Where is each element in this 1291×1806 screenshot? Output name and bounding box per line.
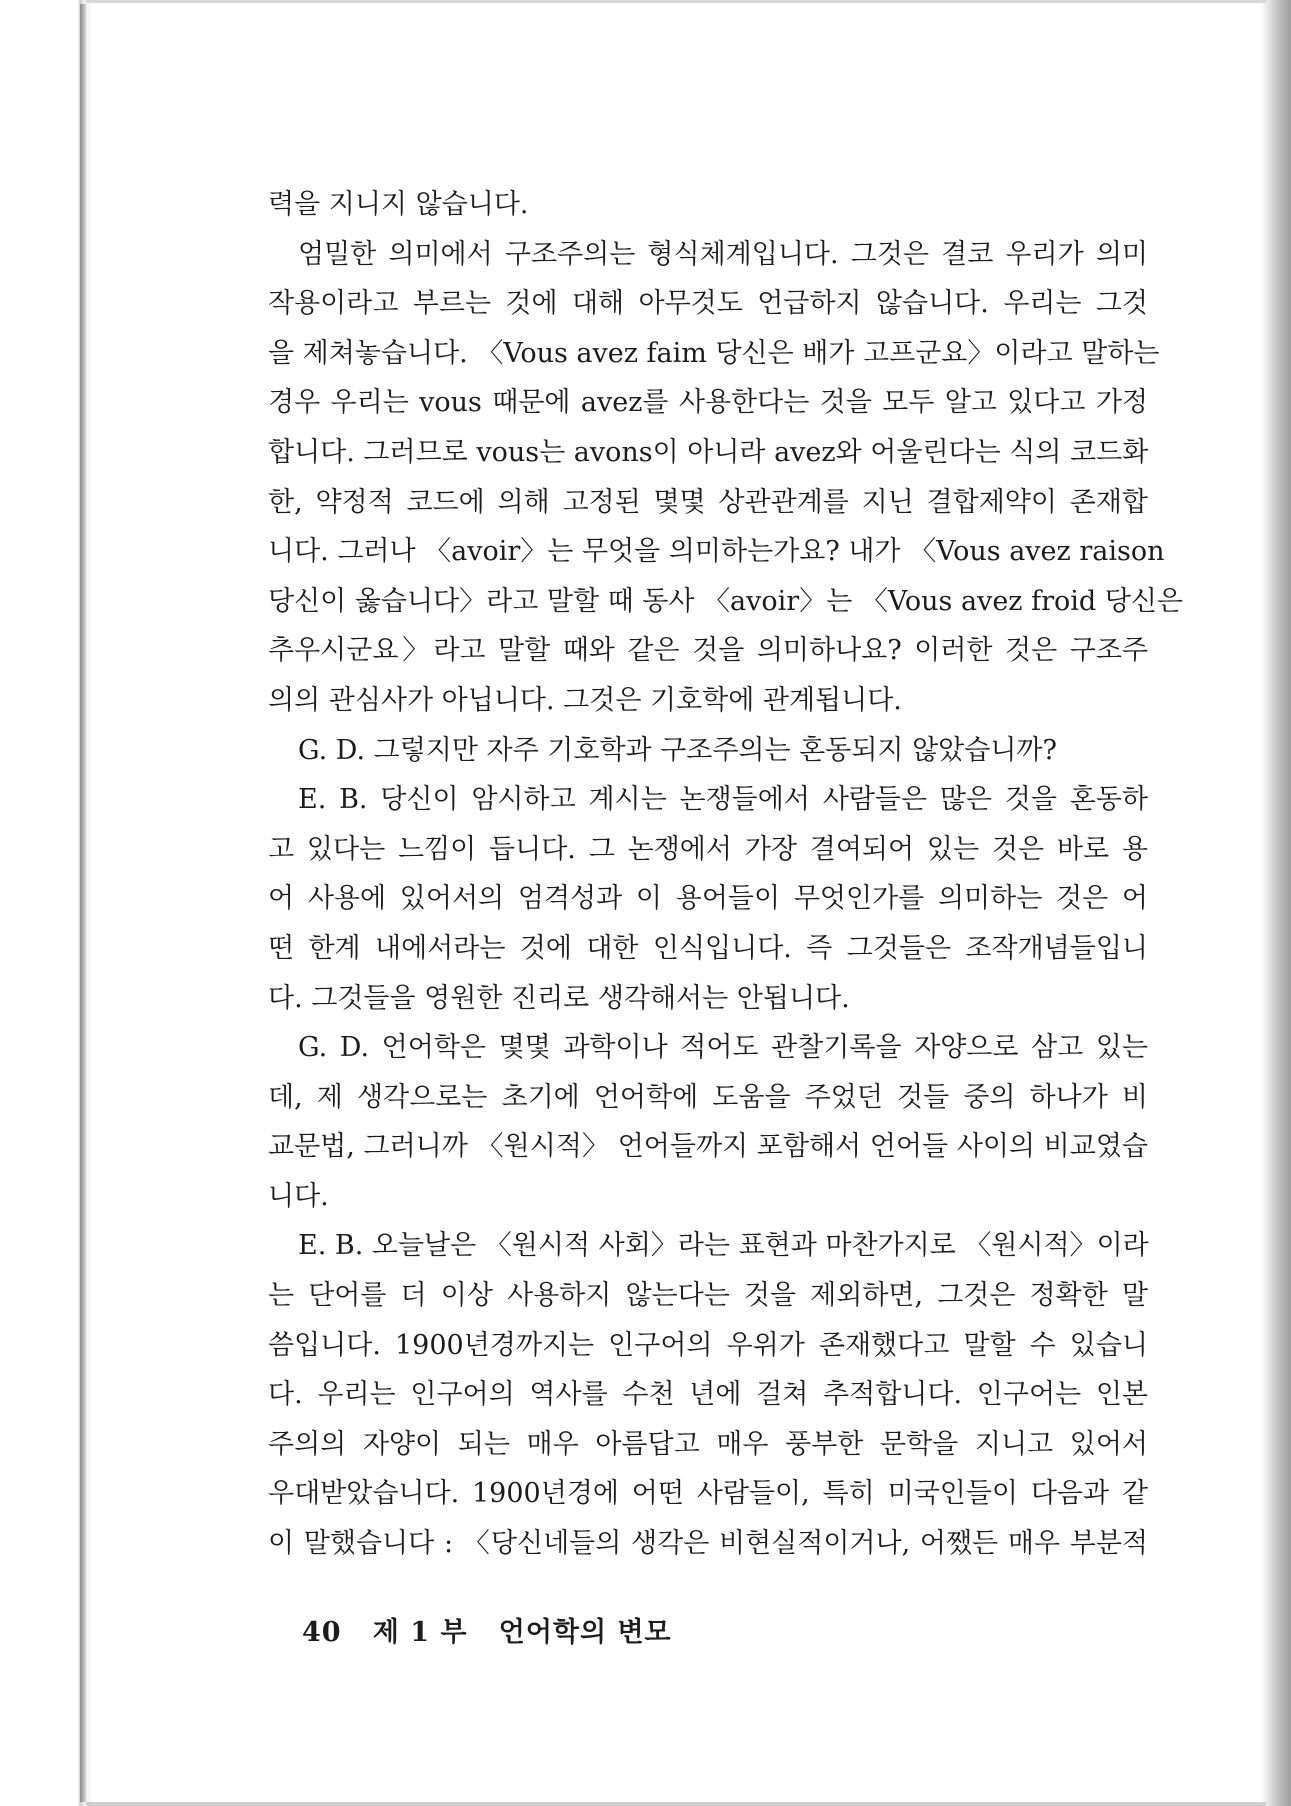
text-line: 추우시군요〉라고 말할 때와 같은 것을 의미하나요? 이러한 것은 구조주 (268, 635, 1148, 667)
body-text (268, 180, 1184, 1569)
text-line: 고 있다는 느낌이 듭니다. 그 논쟁에서 가장 결여되어 있는 것은 바로 용 (268, 833, 1148, 865)
text-line: 는 단어를 더 이상 사용하지 않는다는 것을 제외하면, 그것은 정확한 말 (268, 1280, 1148, 1312)
text-line: 떤 한계 내에서라는 것에 대한 인식입니다. 즉 그것들은 조작개념들입니 (268, 932, 1148, 964)
text-line: 당신이 옳습니다〉라고 말할 때 동사 〈avoir〉는 〈Vous avez froid 당신은 (268, 585, 1184, 617)
text-line: 어 사용에 있어서의 엄격성과 이 용어들이 무엇인가를 의미하는 것은 어 (268, 883, 1148, 915)
page-right-edge (1261, 0, 1291, 1806)
text-line: 우대받았습니다. 1900년경에 어떤 사람들이, 특히 미국인들이 다음과 같 (268, 1478, 1148, 1510)
text-line: G. D. 언어학은 몇몇 과학이나 적어도 관찰기록을 자양으로 삼고 있는 (298, 1032, 1148, 1064)
text-line: 이 말했습니다 : 〈당신네들의 생각은 비현실적이거나, 어쨌든 매우 부분적 (268, 1528, 1148, 1560)
page-footer (302, 1610, 672, 1649)
text-line: 경우 우리는 vous 때문에 avez를 사용한다는 것을 모두 알고 있다고 가정 (268, 387, 1148, 419)
text-line: 주의의 자양이 되는 매우 아름답고 매우 풍부한 문학을 지니고 있어서 (268, 1428, 1148, 1460)
text-line: 력을 지니지 않습니다. (268, 189, 529, 220)
page-number: 40 (302, 1617, 342, 1648)
chapter-title: 언어학의 변모 (498, 1617, 672, 1648)
text-line: 니다. (268, 1180, 329, 1212)
text-line: 한, 약정적 코드에 의해 고정된 몇몇 상관관계를 지닌 결합제약이 존재합 (268, 486, 1148, 518)
page-bottom-border (86, 1802, 1266, 1806)
page-top-border (86, 0, 1266, 3)
text-line: 엄밀한 의미에서 구조주의는 형식체계입니다. 그것은 결코 우리가 의미 (298, 238, 1148, 270)
text-line: 을 제쳐놓습니다. 〈Vous avez faim 당신은 배가 고프군요〉이라고 말하는 (268, 337, 1160, 369)
text-line: 의의 관심사가 아닙니다. 그것은 기호학에 관계됩니다. (268, 684, 902, 716)
text-line: 니다. 그러나 〈avoir〉는 무엇을 의미하는가요? 내가 〈Vous avez raison (268, 536, 1165, 568)
text-line: 다. 우리는 인구어의 역사를 수천 년에 걸쳐 추적합니다. 인구어는 인본 (268, 1379, 1148, 1411)
text-line: 데, 제 생각으로는 초기에 언어학에 도움을 주었던 것들 중의 하나가 비 (268, 1081, 1148, 1113)
text-line: E. B. 당신이 암시하고 계시는 논쟁들에서 사람들은 많은 것을 혼동하 (298, 784, 1148, 816)
text-line: 교문법, 그러니까 〈원시적〉 언어들까지 포함해서 언어들 사이의 비교였습 (268, 1131, 1148, 1163)
text-line: 합니다. 그러므로 vous는 avons이 아니라 avez와 어울린다는 식의 코드화 (268, 436, 1149, 468)
text-line: E. B. 오늘날은 〈원시적 사회〉라는 표현과 마찬가지로 〈원시적〉이라 (298, 1230, 1149, 1262)
text-line: 작용이라고 부르는 것에 대해 아무것도 언급하지 않습니다. 우리는 그것 (268, 288, 1148, 320)
page-left-edge (80, 4, 86, 1802)
text-line: 다. 그것들을 영원한 진리로 생각해서는 안됩니다. (268, 982, 850, 1014)
text-line: G. D. 그렇지만 자주 기호학과 구조주의는 혼동되지 않았습니까? (298, 734, 1057, 766)
text-line: 씀입니다. 1900년경까지는 인구어의 우위가 존재했다고 말할 수 있습니 (268, 1329, 1148, 1361)
part-label: 제 1 부 (372, 1617, 468, 1648)
